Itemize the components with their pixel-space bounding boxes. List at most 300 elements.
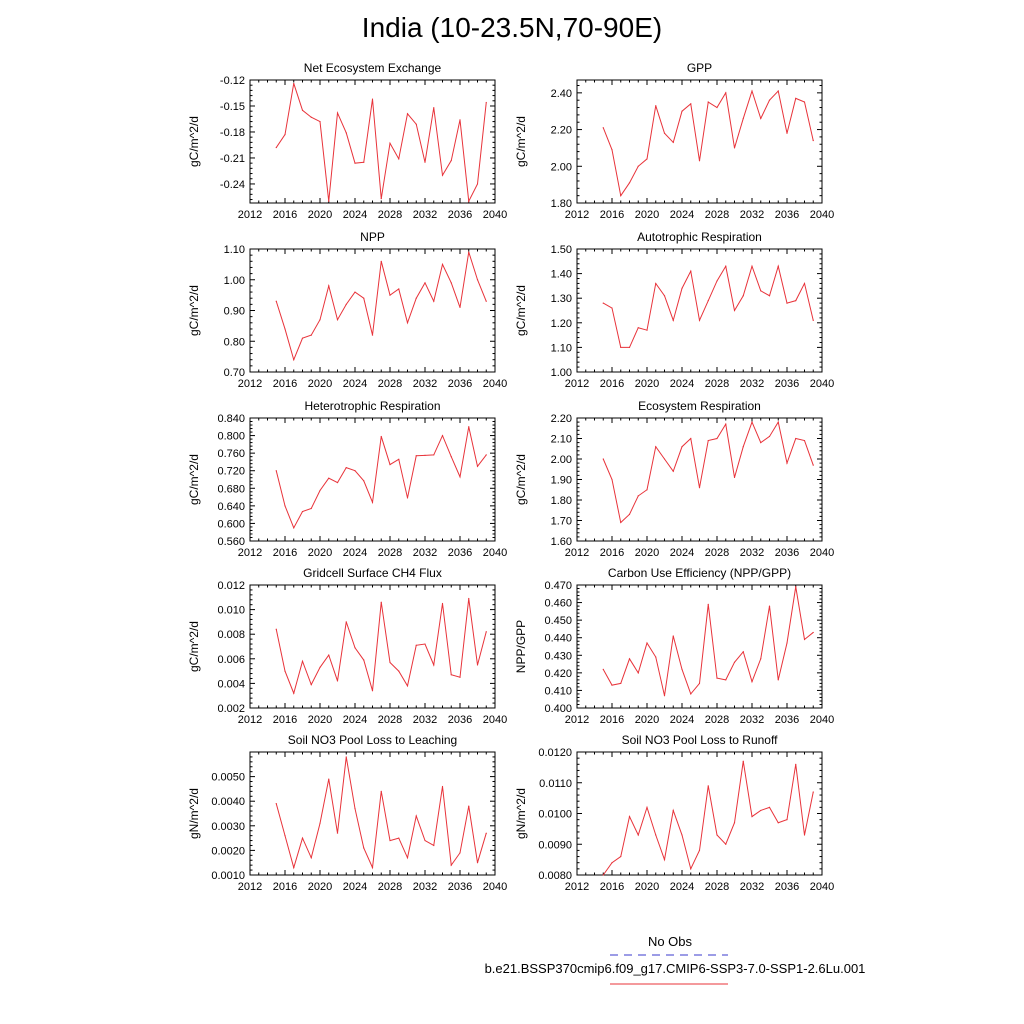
- x-tick-label: 2024: [342, 881, 368, 893]
- series-line-1: [276, 757, 486, 868]
- data-point: [346, 621, 347, 622]
- x-tick-label: 2028: [377, 881, 403, 893]
- x-tick-label: 2040: [809, 547, 835, 559]
- data-point: [311, 857, 312, 858]
- x-tick-label: 2032: [739, 714, 765, 726]
- x-tick-label: 2020: [634, 881, 660, 893]
- x-tick-label: 2016: [272, 881, 298, 893]
- data-point: [786, 819, 787, 820]
- x-tick-label: 2032: [739, 209, 765, 221]
- data-point: [276, 147, 277, 148]
- data-point: [743, 651, 744, 652]
- data-point: [381, 198, 382, 199]
- data-point: [638, 166, 639, 167]
- chart-title: GPP: [686, 61, 713, 75]
- y-axis-label: gC/m^2/d: [187, 454, 201, 505]
- data-point: [381, 436, 382, 437]
- data-point: [284, 835, 285, 836]
- data-point: [319, 667, 320, 668]
- y-tick-label: 2.40: [550, 87, 572, 100]
- x-tick-label: 2020: [307, 714, 333, 726]
- x-tick-label: 2040: [809, 881, 835, 893]
- data-point: [372, 690, 373, 691]
- data-point: [760, 290, 761, 291]
- data-point: [398, 158, 399, 159]
- data-point: [424, 643, 425, 644]
- x-tick-label: 2024: [669, 547, 695, 559]
- y-tick-label: 0.0120: [538, 747, 572, 759]
- data-point: [708, 300, 709, 301]
- data-point: [813, 791, 814, 792]
- data-point: [690, 103, 691, 104]
- chart-title: Ecosystem Respiration: [638, 399, 761, 413]
- series-line-1: [603, 91, 813, 196]
- x-tick-label: 2024: [669, 209, 695, 221]
- data-point: [468, 201, 469, 202]
- x-tick-label: 2024: [669, 881, 695, 893]
- data-point: [611, 685, 612, 686]
- data-point: [795, 586, 796, 587]
- y-tick-label: -0.12: [219, 75, 245, 87]
- y-tick-label: 0.430: [544, 650, 572, 663]
- data-point: [629, 182, 630, 183]
- data-point: [293, 693, 294, 694]
- chart-title: Net Ecosystem Exchange: [303, 61, 442, 75]
- y-tick-label: 1.80: [550, 495, 572, 507]
- data-point: [664, 859, 665, 860]
- x-tick-label: 2040: [482, 378, 508, 390]
- data-point: [381, 791, 382, 792]
- figure-title: India (10-23.5N,70-90E): [361, 12, 663, 43]
- y-tick-label: 0.0090: [538, 839, 572, 852]
- data-point: [468, 598, 469, 599]
- data-point: [468, 251, 469, 252]
- x-tick-label: 2028: [377, 714, 403, 726]
- data-point: [433, 107, 434, 108]
- x-tick-label: 2040: [482, 547, 508, 559]
- data-point: [477, 862, 478, 863]
- data-point: [451, 282, 452, 283]
- x-tick-label: 2028: [377, 547, 403, 559]
- y-tick-label: 0.010: [217, 604, 245, 617]
- data-point: [760, 118, 761, 119]
- data-point: [629, 514, 630, 515]
- data-point: [804, 834, 805, 835]
- x-tick-label: 2012: [237, 881, 263, 893]
- x-tick-label: 2032: [412, 881, 438, 893]
- plot-frame: [577, 752, 822, 875]
- x-tick-label: 2036: [447, 714, 473, 726]
- data-point: [716, 107, 717, 108]
- data-point: [477, 279, 478, 280]
- series-line-1: [603, 587, 813, 696]
- data-point: [804, 101, 805, 102]
- data-point: [276, 803, 277, 804]
- x-tick-label: 2024: [669, 714, 695, 726]
- data-point: [611, 149, 612, 150]
- data-point: [311, 684, 312, 685]
- data-point: [486, 301, 487, 302]
- data-point: [354, 163, 355, 164]
- data-point: [725, 844, 726, 845]
- y-axis-label: gC/m^2/d: [514, 116, 528, 167]
- data-point: [337, 833, 338, 834]
- chart-panel-3: [187, 230, 507, 390]
- data-point: [778, 679, 779, 680]
- series-line-1: [276, 252, 486, 360]
- data-point: [468, 806, 469, 807]
- data-point: [620, 683, 621, 684]
- data-point: [664, 695, 665, 696]
- data-point: [363, 162, 364, 163]
- y-tick-label: 0.560: [217, 536, 245, 548]
- y-tick-label: 0.006: [217, 653, 245, 666]
- data-point: [743, 761, 744, 762]
- y-tick-label: 2.20: [550, 124, 572, 137]
- y-tick-label: 0.840: [217, 413, 245, 425]
- data-point: [276, 629, 277, 630]
- data-point: [442, 435, 443, 436]
- data-point: [620, 347, 621, 348]
- y-tick-label: 2.00: [550, 454, 572, 466]
- data-point: [804, 440, 805, 441]
- x-tick-label: 2024: [669, 378, 695, 390]
- data-point: [398, 288, 399, 289]
- data-point: [459, 307, 460, 308]
- data-point: [681, 446, 682, 447]
- x-tick-label: 2016: [599, 881, 625, 893]
- x-tick-label: 2036: [447, 881, 473, 893]
- x-tick-label: 2036: [447, 378, 473, 390]
- x-tick-label: 2036: [774, 547, 800, 559]
- data-point: [786, 463, 787, 464]
- data-point: [646, 489, 647, 490]
- data-point: [459, 119, 460, 120]
- chart-panel-5: [187, 399, 507, 559]
- x-tick-label: 2040: [809, 209, 835, 221]
- plot-frame: [250, 418, 495, 541]
- x-tick-label: 2012: [237, 378, 263, 390]
- data-point: [284, 328, 285, 329]
- data-point: [486, 631, 487, 632]
- data-point: [681, 288, 682, 289]
- data-point: [416, 298, 417, 299]
- y-tick-label: 0.680: [217, 483, 245, 496]
- data-point: [786, 642, 787, 643]
- y-tick-label: 0.012: [217, 580, 245, 592]
- x-tick-label: 2040: [482, 209, 508, 221]
- x-tick-label: 2024: [342, 209, 368, 221]
- data-point: [620, 522, 621, 523]
- data-point: [655, 834, 656, 835]
- data-point: [407, 322, 408, 323]
- chart-panel-10: [514, 733, 834, 893]
- data-point: [416, 124, 417, 125]
- x-tick-label: 2036: [447, 547, 473, 559]
- x-tick-label: 2020: [634, 714, 660, 726]
- data-point: [424, 840, 425, 841]
- y-tick-label: 1.20: [550, 317, 572, 330]
- x-tick-label: 2032: [412, 209, 438, 221]
- data-point: [311, 117, 312, 118]
- y-tick-label: -0.21: [219, 152, 245, 165]
- data-point: [638, 834, 639, 835]
- y-tick-label: 0.90: [223, 305, 245, 318]
- data-point: [664, 295, 665, 296]
- x-tick-label: 2032: [412, 378, 438, 390]
- data-point: [293, 359, 294, 360]
- data-point: [743, 446, 744, 447]
- data-point: [398, 459, 399, 460]
- x-tick-label: 2028: [377, 378, 403, 390]
- y-tick-label: 0.720: [217, 465, 245, 478]
- chart-title: Soil NO3 Pool Loss to Leaching: [287, 733, 458, 747]
- y-tick-label: 0.450: [544, 615, 572, 628]
- y-tick-label: 0.0020: [211, 845, 245, 858]
- x-tick-label: 2016: [599, 209, 625, 221]
- data-point: [328, 655, 329, 656]
- data-point: [451, 674, 452, 675]
- data-point: [734, 822, 735, 823]
- data-point: [398, 671, 399, 672]
- data-point: [638, 495, 639, 496]
- data-point: [646, 642, 647, 643]
- x-tick-label: 2024: [342, 378, 368, 390]
- data-point: [337, 112, 338, 113]
- data-point: [442, 786, 443, 787]
- chart-panel-2: [514, 61, 834, 221]
- data-point: [442, 264, 443, 265]
- y-axis-label: NPP/GPP: [514, 619, 528, 674]
- data-point: [620, 856, 621, 857]
- chart-title: Carbon Use Efficiency (NPP/GPP): [607, 566, 792, 580]
- data-point: [734, 147, 735, 148]
- data-point: [690, 868, 691, 869]
- y-axis-label: gN/m^2/d: [514, 788, 528, 839]
- x-tick-label: 2020: [634, 378, 660, 390]
- chart-title: Heterotrophic Respiration: [304, 399, 441, 413]
- data-point: [673, 635, 674, 636]
- data-point: [725, 424, 726, 425]
- x-tick-label: 2024: [342, 547, 368, 559]
- data-point: [319, 490, 320, 491]
- x-tick-label: 2028: [704, 881, 730, 893]
- x-tick-label: 2032: [739, 881, 765, 893]
- data-point: [699, 160, 700, 161]
- data-point: [778, 266, 779, 267]
- y-tick-label: 0.0040: [211, 796, 245, 809]
- plot-frame: [577, 249, 822, 372]
- y-tick-label: 1.10: [550, 342, 572, 355]
- x-tick-label: 2040: [809, 714, 835, 726]
- data-point: [433, 454, 434, 455]
- data-point: [407, 685, 408, 686]
- data-point: [433, 845, 434, 846]
- data-point: [486, 102, 487, 103]
- data-point: [477, 466, 478, 467]
- data-point: [354, 291, 355, 292]
- x-tick-label: 2020: [634, 547, 660, 559]
- y-tick-label: -0.15: [219, 100, 245, 113]
- data-point: [486, 454, 487, 455]
- x-tick-label: 2020: [307, 881, 333, 893]
- chart-panel-4: [514, 230, 834, 390]
- data-point: [302, 511, 303, 512]
- data-point: [716, 834, 717, 835]
- chart-title: Autotrophic Respiration: [637, 230, 762, 244]
- data-point: [813, 320, 814, 321]
- data-point: [611, 862, 612, 863]
- data-point: [690, 438, 691, 439]
- data-point: [346, 756, 347, 757]
- data-point: [293, 83, 294, 84]
- chart-title: Gridcell Surface CH4 Flux: [303, 566, 442, 580]
- data-point: [603, 669, 604, 670]
- y-tick-label: 1.00: [223, 274, 245, 287]
- data-point: [603, 303, 604, 304]
- data-point: [804, 283, 805, 284]
- data-point: [433, 301, 434, 302]
- x-tick-label: 2028: [704, 714, 730, 726]
- data-point: [337, 482, 338, 483]
- y-tick-label: 0.008: [217, 629, 245, 642]
- y-tick-label: 0.004: [217, 678, 245, 691]
- x-tick-label: 2016: [272, 378, 298, 390]
- series-line-1: [603, 761, 813, 875]
- data-point: [424, 455, 425, 456]
- data-point: [293, 527, 294, 528]
- x-tick-label: 2036: [447, 209, 473, 221]
- data-point: [389, 464, 390, 465]
- x-tick-label: 2016: [599, 378, 625, 390]
- series-line-1: [603, 422, 813, 522]
- data-point: [673, 471, 674, 472]
- data-point: [284, 134, 285, 135]
- data-point: [655, 446, 656, 447]
- data-point: [760, 810, 761, 811]
- y-tick-label: 0.0050: [211, 771, 245, 784]
- chart-panel-9: [187, 733, 507, 893]
- y-axis-label: gC/m^2/d: [514, 285, 528, 336]
- data-point: [389, 662, 390, 663]
- data-point: [424, 282, 425, 283]
- x-tick-label: 2020: [307, 547, 333, 559]
- y-tick-label: 1.30: [550, 293, 572, 306]
- data-point: [389, 840, 390, 841]
- data-point: [302, 838, 303, 839]
- data-point: [468, 426, 469, 427]
- y-tick-label: -0.18: [219, 126, 245, 139]
- y-tick-label: 0.420: [544, 667, 572, 680]
- data-point: [804, 639, 805, 640]
- x-tick-label: 2036: [774, 378, 800, 390]
- y-tick-label: 2.00: [550, 161, 572, 174]
- data-point: [708, 785, 709, 786]
- data-point: [328, 478, 329, 479]
- y-tick-label: 1.00: [550, 367, 572, 379]
- data-point: [433, 664, 434, 665]
- data-point: [769, 807, 770, 808]
- data-point: [416, 645, 417, 646]
- data-point: [328, 201, 329, 202]
- data-point: [416, 815, 417, 816]
- chart-panel-6: [514, 399, 834, 559]
- y-tick-label: 0.640: [217, 500, 245, 513]
- data-point: [629, 658, 630, 659]
- data-point: [638, 672, 639, 673]
- x-tick-label: 2040: [482, 881, 508, 893]
- data-point: [760, 658, 761, 659]
- series-line-1: [276, 83, 486, 201]
- data-point: [795, 764, 796, 765]
- x-tick-label: 2012: [237, 209, 263, 221]
- data-point: [769, 100, 770, 101]
- data-point: [673, 320, 674, 321]
- x-tick-label: 2040: [482, 714, 508, 726]
- data-point: [620, 195, 621, 196]
- data-point: [477, 183, 478, 184]
- x-tick-label: 2012: [564, 547, 590, 559]
- data-point: [795, 98, 796, 99]
- x-tick-label: 2024: [342, 714, 368, 726]
- data-point: [699, 320, 700, 321]
- data-point: [751, 422, 752, 423]
- x-tick-label: 2028: [704, 378, 730, 390]
- data-point: [708, 604, 709, 605]
- data-point: [451, 456, 452, 457]
- data-point: [372, 867, 373, 868]
- data-point: [813, 632, 814, 633]
- data-point: [699, 487, 700, 488]
- x-tick-label: 2016: [272, 714, 298, 726]
- y-tick-label: 0.0080: [538, 870, 572, 882]
- data-point: [603, 874, 604, 875]
- plot-frame: [577, 585, 822, 708]
- chart-title: Soil NO3 Pool Loss to Runoff: [621, 733, 778, 747]
- data-point: [646, 807, 647, 808]
- y-tick-label: 1.90: [550, 474, 572, 487]
- data-point: [743, 295, 744, 296]
- data-point: [795, 438, 796, 439]
- x-tick-label: 2020: [307, 209, 333, 221]
- data-point: [311, 508, 312, 509]
- data-point: [646, 330, 647, 331]
- data-point: [276, 301, 277, 302]
- x-tick-label: 2032: [412, 547, 438, 559]
- data-point: [381, 602, 382, 603]
- data-point: [690, 693, 691, 694]
- y-tick-label: 0.0110: [539, 777, 572, 790]
- data-point: [699, 850, 700, 851]
- data-point: [664, 133, 665, 134]
- data-point: [381, 261, 382, 262]
- data-point: [407, 497, 408, 498]
- series-line-1: [603, 266, 813, 347]
- y-tick-label: 0.470: [544, 580, 572, 592]
- plot-frame: [250, 249, 495, 372]
- x-tick-label: 2012: [564, 714, 590, 726]
- data-point: [655, 105, 656, 106]
- plot-frame: [250, 752, 495, 875]
- data-point: [751, 816, 752, 817]
- data-point: [302, 661, 303, 662]
- plot-frame: [577, 80, 822, 203]
- data-point: [407, 113, 408, 114]
- data-point: [311, 335, 312, 336]
- y-tick-label: 0.0030: [211, 820, 245, 833]
- x-tick-label: 2012: [564, 881, 590, 893]
- series-line-1: [276, 599, 486, 694]
